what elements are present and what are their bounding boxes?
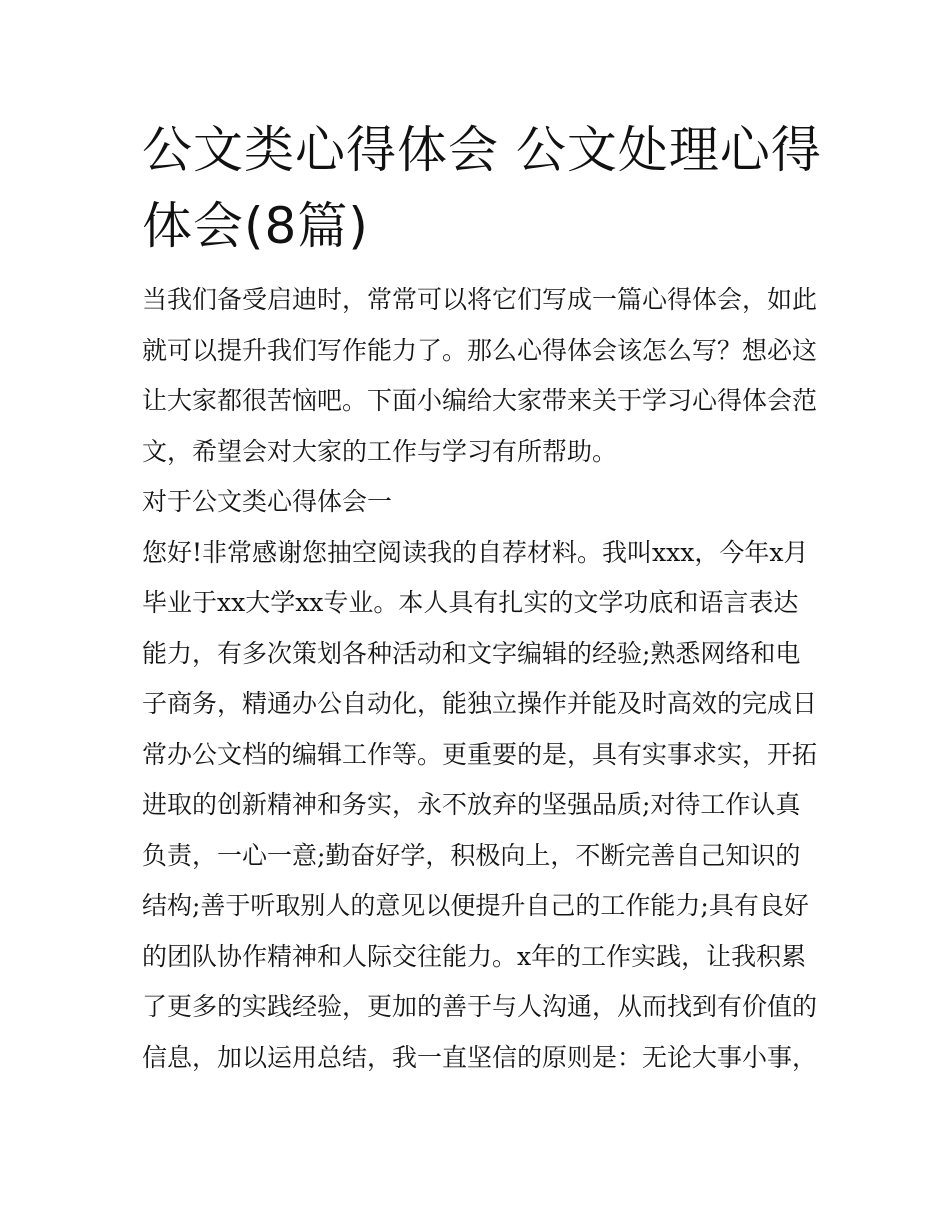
paragraph-line-1: 您好!非常感谢您抽空阅读我的自荐材料。我叫xxx，今年x月: [142, 537, 809, 567]
intro-line-3: 让大家都很苦恼吧。下面小编给大家带来关于学习心得体会范: [142, 386, 818, 415]
paragraph-line-8: 结构;善于听取别人的意见以便提升自己的工作能力;具有良好: [142, 891, 809, 920]
paragraph-line-10: 了更多的实践经验，更加的善于与人沟通，从而找到有价值的: [142, 992, 818, 1021]
paragraph-line-6: 进取的创新精神和务实，永不放弃的坚强品质;对待工作认真: [142, 790, 801, 819]
intro-line-1: 当我们备受启迪时，常常可以将它们写成一篇心得体会，如此: [142, 285, 818, 314]
paragraph-line-3: 能力，有多次策划各种活动和文字编辑的经验;熟悉网络和电: [142, 638, 801, 668]
paragraph-line-4: 子商务，精通办公自动化，能独立操作并能及时高效的完成日: [142, 689, 818, 718]
paragraph-line-2: 毕业于xx大学xx专业。本人具有扎实的文学功底和语言表达: [142, 588, 799, 617]
document-content: [142, 112, 822, 1083]
paragraph-line-7: 负责，一心一意;勤奋好学，积极向上，不断完善自己知识的: [142, 840, 801, 870]
intro-line-2: 就可以提升我们写作能力了。那么心得体会该怎么写？想必这: [142, 335, 818, 365]
paragraph-line-5: 常办公文档的编辑工作等。更重要的是，具有实事求实，开拓: [142, 739, 818, 769]
paragraph-line-9: 的团队协作精神和人际交往能力。x年的工作实践，让我积累: [142, 941, 807, 971]
title-line-1: 公文类心得体会 公文处理心得: [142, 121, 822, 179]
document-title: [142, 112, 822, 264]
paragraph-line-11: 信息，加以运用总结，我一直坚信的原则是：无论大事小事，: [142, 1042, 818, 1072]
document-body: [142, 275, 818, 1083]
section-heading: 对于公文类心得体会一: [142, 487, 393, 516]
intro-line-4: 文，希望会对大家的工作与学习有所帮助。: [142, 436, 618, 466]
title-line-2: 体会(8篇): [142, 197, 369, 255]
